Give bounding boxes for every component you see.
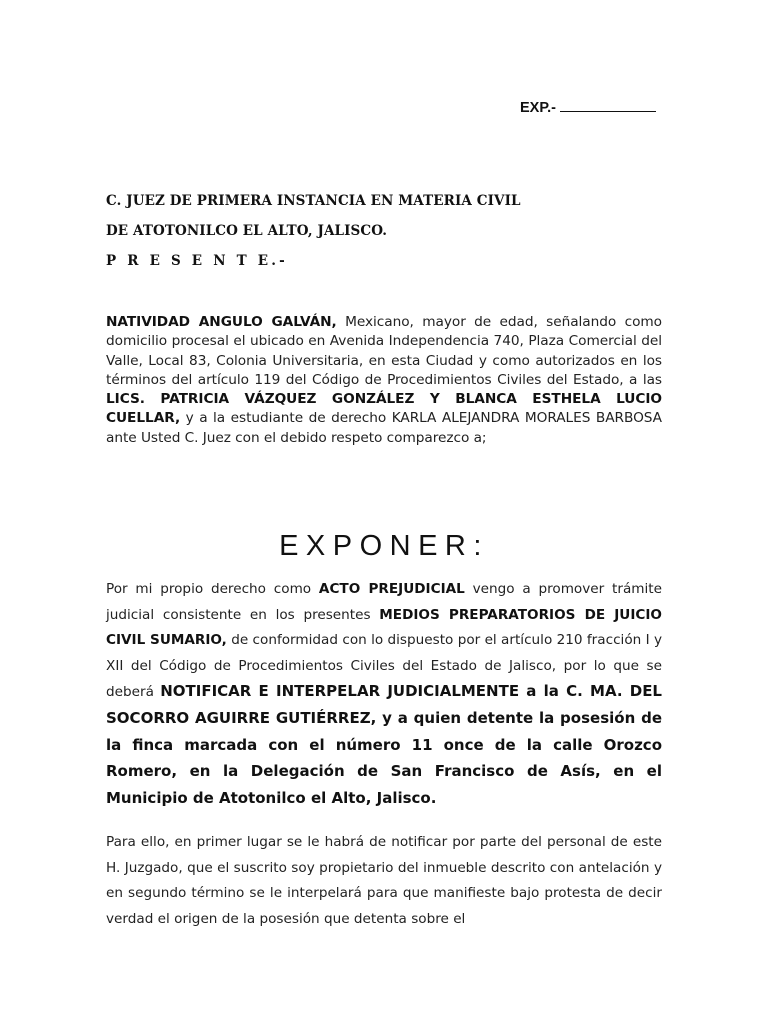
expediente-blank-line bbox=[560, 99, 656, 112]
exposition-paragraph bbox=[106, 577, 662, 812]
authorized-lawyers: LICS. PATRICIA VÁZQUEZ GONZÁLEZ Y BLANCA ESTHELA LUCIO CUELLAR, bbox=[106, 391, 662, 427]
intro-paragraph bbox=[106, 313, 662, 448]
exponer-heading: EXPONER: bbox=[279, 530, 489, 562]
intro-text-1: Mexicano, mayor de edad, señalando como domicilio procesal el ubicado en Avenida Independencia 740, Plaza Comercial del Valle, Local 83, Colonia Universitaria, en esta Ciudad y como autorizados en los términos del artículo 119 del Código de Procedimientos Civiles del Estado, a las bbox=[106, 314, 663, 388]
presente-heading: P R E S E N T E.- bbox=[106, 253, 288, 269]
addressee-line-2: DE ATOTONILCO EL ALTO, JALISCO. bbox=[106, 223, 388, 239]
medios-preparatorios: MEDIOS PREPARATORIOS DE JUICIO CIVIL SUMARIO, bbox=[106, 606, 662, 649]
exposition-text-2: vengo a promover trámite judicial consistente en los presentes bbox=[106, 581, 662, 623]
notificar-interpelar: NOTIFICAR E INTERPELAR JUDICIALMENTE a la C. MA. DEL SOCORRO AGUIRRE GUTIÉRREZ, y a quien detente la posesión de la finca marcada con el número 11 once de la calle Orozco Romero, en la Delegación de San Francisco de Asís, en el Municipio de Atotonilco el Alto, Jalisco. bbox=[106, 682, 662, 807]
exposition-text-3: de conformidad con lo dispuesto por el artículo 210 fracción I y XII del Código de Procedimientos Civiles del Estado de Jalisco, por lo que se deberá bbox=[106, 632, 662, 701]
petitioner-name: NATIVIDAD ANGULO GALVÁN, bbox=[106, 314, 337, 330]
addressee-line-1: C. JUEZ DE PRIMERA INSTANCIA EN MATERIA CIVIL bbox=[106, 193, 521, 209]
expediente-label: EXP.- bbox=[520, 100, 557, 116]
expediente-number bbox=[520, 99, 656, 116]
closing-paragraph: Para ello, en primer lugar se le habrá de notificar por parte del personal de este H. Juzgado, que el suscrito soy propietario del inmueble descrito con antelación y en segundo término se le interpelará para que manifieste bajo protesta de decir verdad el origen de la posesión que detenta sobre el bbox=[106, 834, 662, 927]
intro-text-2: y a la estudiante de derecho KARLA ALEJANDRA MORALES BARBOSA ante Usted C. Juez con el debido respeto comparezco a; bbox=[106, 410, 662, 446]
exposition-text-1: Por mi propio derecho como bbox=[106, 581, 319, 597]
acto-prejudicial: ACTO PREJUDICIAL bbox=[318, 581, 465, 597]
